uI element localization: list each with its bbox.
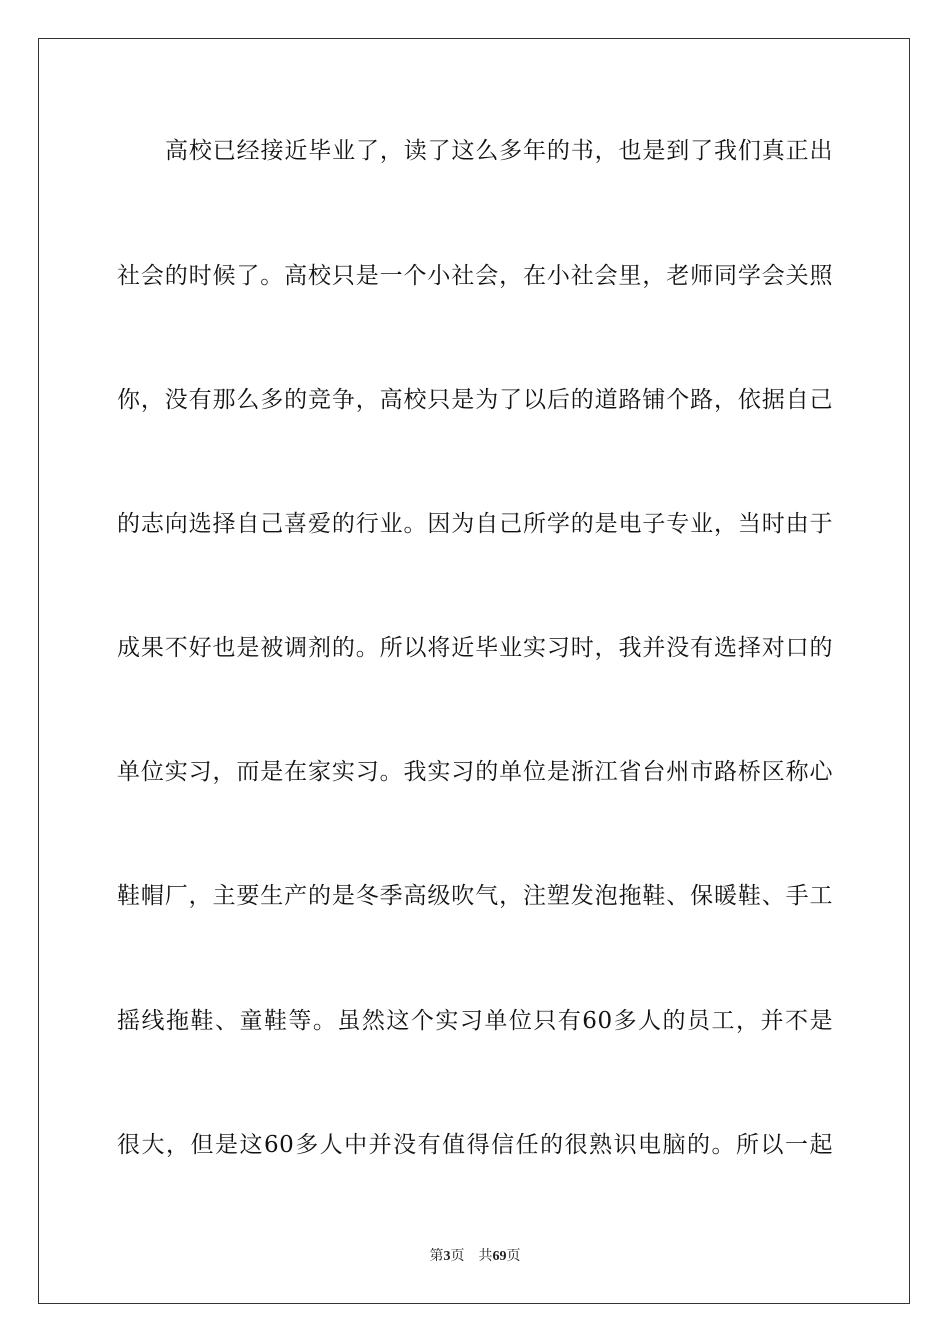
paragraph-line-5: 成果不好也是被调剂的。所以将近毕业实习时，我并没有选择对口的 (117, 635, 833, 661)
page-number: 3 (443, 1249, 451, 1264)
paragraph-line-7: 鞋帽厂，主要生产的是冬季高级吹气，注塑发泡拖鞋、保暖鞋、手工 (117, 883, 833, 909)
paragraph-line-6: 单位实习，而是在家实习。我实习的单位是浙江省台州市路桥区称心 (117, 759, 833, 785)
page-prefix: 第 (429, 1248, 444, 1264)
total-suffix: 页 (506, 1248, 521, 1264)
page-border (38, 38, 910, 1304)
page-footer (0, 1247, 950, 1266)
paragraph-line-1: 高校已经接近毕业了，读了这么多年的书，也是到了我们真正出 (165, 138, 833, 164)
paragraph-line-4: 的志向选择自己喜爱的行业。因为自己所学的是电子专业，当时由于 (117, 511, 833, 537)
page-suffix: 页 (450, 1248, 465, 1264)
paragraph-line-8: 摇线拖鞋、童鞋等。虽然这个实习单位只有60多人的员工，并不是 (117, 1008, 833, 1034)
paragraph-line-9: 很大，但是这60多人中并没有值得信任的很熟识电脑的。所以一起 (117, 1132, 833, 1158)
total-prefix: 共 (478, 1248, 493, 1264)
paragraph-line-3: 你，没有那么多的竞争，高校只是为了以后的道路铺个路，依据自己 (117, 387, 833, 413)
paragraph-line-2: 社会的时候了。高校只是一个小社会，在小社会里，老师同学会关照 (117, 263, 833, 289)
total-pages: 69 (492, 1249, 507, 1264)
